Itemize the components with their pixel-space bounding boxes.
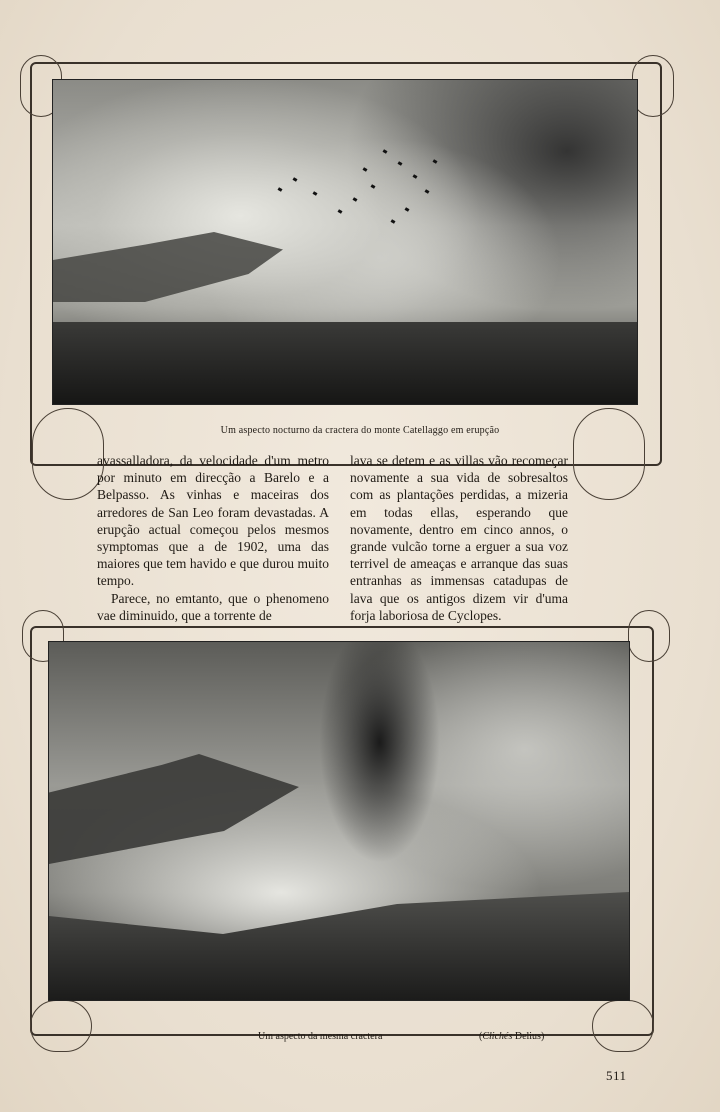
article-column-left xyxy=(97,452,329,624)
ornament-scroll xyxy=(632,55,674,117)
ejecta-fragment xyxy=(391,219,396,224)
eruption-night-photo xyxy=(52,79,638,405)
credit-name: Delius xyxy=(514,1031,541,1042)
credit-label: Clichés xyxy=(482,1031,513,1042)
ornament-scroll xyxy=(32,408,104,500)
ejecta-fragment xyxy=(363,167,368,172)
ejecta-fragment xyxy=(293,177,298,182)
ejecta-fragment xyxy=(383,149,388,154)
ejecta-fragment xyxy=(353,197,358,202)
ejecta-fragment xyxy=(425,189,430,194)
ornament-scroll xyxy=(592,1000,654,1052)
ejecta-fragment xyxy=(278,187,283,192)
mountain-ridge xyxy=(49,754,299,864)
ejecta-fragment xyxy=(313,191,318,196)
photo-credit: (Clichés Delius) xyxy=(479,1031,545,1042)
lava-field xyxy=(49,880,629,1000)
figure-caption-bottom: Um aspecto da mesma cractera xyxy=(258,1031,383,1042)
article-paragraph: Parece, no emtanto, que o phenomeno vae diminuido, que a torrente de xyxy=(97,590,329,623)
article-paragraph: avassalladora, da velocidade d'um metro por minuto em direcção a Barelo e a Belpasso. As vinhas e maceiras dos arredores de San Leo foram devastadas. A erupção actual começou pelos mesmos symptomas que a de 1902, uma das maiores que tem havido e que durou muito tempo. xyxy=(97,453,329,589)
ejecta-fragment xyxy=(338,209,343,214)
page-number: 511 xyxy=(606,1068,627,1083)
article-paragraph: lava se detem e as villas vão recomeçar novamente a sua vida de sobresaltos com as plantações perdidas, a mizeria em todas ellas, esperando que novamente, dentro em cinco annos, o grande vulcão torne a erguer a sua voz terrivel de ameaças e arranque das suas entranhas as immensas catadupas de lava que os antigos dizem vir d'uma forja laboriosa de Cyclopes. xyxy=(350,453,568,623)
ornament-scroll xyxy=(30,1000,92,1052)
ornament-scroll xyxy=(628,610,670,662)
dark-ground xyxy=(53,322,637,404)
ornament-scroll xyxy=(573,408,645,500)
figure-caption-top: Um aspecto nocturno da cractera do monte Catellaggo em erupção xyxy=(220,425,500,436)
ejecta-fragment xyxy=(398,161,403,166)
mountain-ridge xyxy=(53,232,283,302)
ejecta-fragment xyxy=(405,207,410,212)
eruption-crater-photo xyxy=(48,641,630,1001)
article-column-right xyxy=(350,452,568,624)
ejecta-fragment xyxy=(433,159,438,164)
ejecta-fragment xyxy=(371,184,376,189)
ejecta-fragment xyxy=(413,174,418,179)
